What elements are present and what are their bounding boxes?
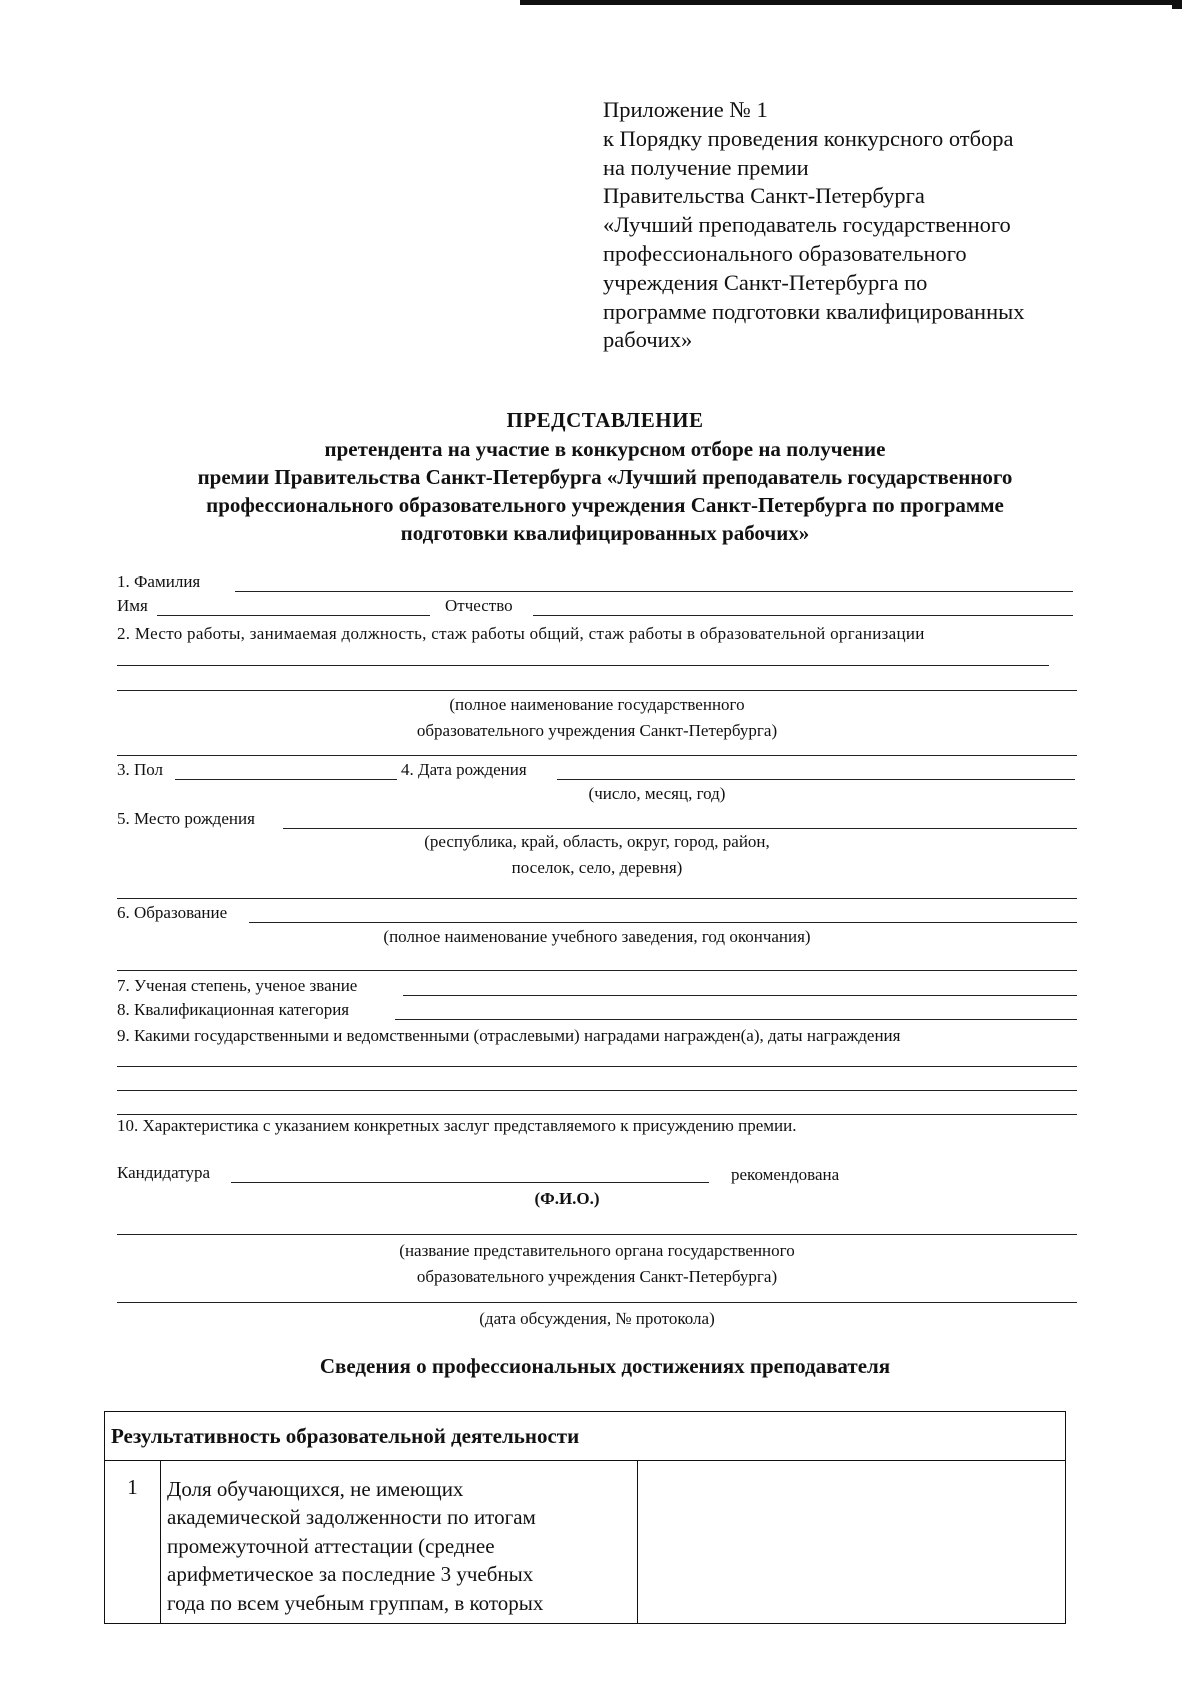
candidacy-row [117,1163,1077,1185]
name-row [117,596,1077,618]
achievements-section-title: Сведения о профессиональных достижениях преподавателя [319,1354,891,1378]
workplace-field-line[interactable] [117,665,1049,666]
education-field[interactable] [249,922,1077,923]
title-line: профессионального образовательного учреждения Санкт-Петербурга по программе [206,493,1004,517]
appendix-line: рабочих» [603,327,693,353]
hint-line: (полное наименование государственного [449,695,745,714]
fio-hint: (Ф.И.О.) [534,1189,600,1208]
appendix-line: к Порядку проведения конкурсного отбора [603,125,1014,151]
appendix-line: «Лучший преподаватель государственного [603,212,1011,238]
birth-place-row [117,809,1077,831]
appendix-line: программе подготовки квалифицированных [603,298,1025,324]
name-label: Имя [117,596,148,615]
description-line: Доля обучающихся, не имеющих [167,1477,464,1501]
achievements-table [104,1411,1066,1624]
table-header-cell: Результативность образовательной деятельности [105,1412,1066,1461]
representative-body-hint [117,1238,1077,1290]
sex-birthdate-row [117,760,1077,782]
description-line: арифметическое за последние 3 учебных [167,1562,534,1587]
hint-line: образовательного учреждения Санкт-Петербурга) [416,721,778,740]
characteristic-label: 10. Характеристика с указанием конкретных заслуг представляемого к присуждению премии. [117,1116,797,1135]
patronymic-field[interactable] [533,615,1073,616]
awards-field-line[interactable] [117,1114,1077,1115]
education-hint: (полное наименование учебного заведения, год окончания) [383,927,811,946]
birth-date-label: 4. Дата рождения [401,760,527,779]
appendix-header [603,96,1123,355]
birth-place-label: 5. Место рождения [117,809,255,828]
qualification-label: 8. Квалификационная категория [117,1000,350,1019]
birth-date-field[interactable] [557,779,1075,780]
birth-place-hint [117,829,1077,881]
qualification-field[interactable] [395,1019,1077,1020]
description-line: академической задолженности по итогам [167,1505,536,1530]
awards-row [117,1026,1077,1048]
candidacy-label: Кандидатура [117,1163,211,1182]
surname-row [117,572,1077,594]
surname-field[interactable] [235,591,1073,592]
hint-line: (название представительного органа государственного [399,1241,795,1260]
education-field-line[interactable] [117,970,1077,971]
table-header-row [105,1412,1066,1461]
degree-row [117,976,1077,998]
row-value-cell[interactable] [638,1461,1066,1624]
discussion-date-field[interactable] [117,1302,1077,1303]
description-line: промежуточной аттестации (среднее [167,1533,495,1558]
recommended-label: рекомендована [731,1165,840,1184]
workplace-hint [117,692,1077,744]
workplace-row [117,624,1077,646]
appendix-line: Приложение № 1 [603,97,768,122]
hint-line: поселок, село, деревня) [511,858,683,877]
title-line: премии Правительства Санкт-Петербурга «Лучший преподаватель государственного [197,465,1013,489]
name-field[interactable] [157,615,430,616]
appendix-line: на получение премии [603,154,809,180]
birth-place-field-line[interactable] [117,898,1077,899]
hint-line: образовательного учреждения Санкт-Петербурга) [416,1267,778,1286]
workplace-field-line[interactable] [117,755,1077,756]
characteristic-row [117,1116,1077,1138]
appendix-line: Правительства Санкт-Петербурга [603,183,925,209]
table-row [105,1461,1066,1624]
sex-label: 3. Пол [117,760,164,779]
scan-edge-mark-corner [1172,0,1182,9]
sex-field[interactable] [175,779,397,780]
degree-field[interactable] [403,995,1077,996]
row-description [161,1461,638,1624]
candidacy-field[interactable] [231,1182,709,1183]
appendix-line: учреждения Санкт-Петербурга по [603,269,928,295]
title-line: претендента на участие в конкурсном отборе на получение [324,437,886,461]
hint-line: (республика, край, область, округ, город, район, [424,832,770,851]
workplace-field-line[interactable] [117,690,1077,691]
qualification-row [117,1000,1077,1022]
workplace-label: 2. Место работы, занимаемая должность, стаж работы общий, стаж работы в образовательной организации [117,624,925,643]
title-heading: ПРЕДСТАВЛЕНИЕ [506,408,704,432]
patronymic-label: Отчество [445,596,513,615]
discussion-date-hint: (дата обсуждения, № протокола) [479,1309,715,1328]
awards-field-line[interactable] [117,1066,1077,1067]
document-title [110,406,1100,547]
surname-label: 1. Фамилия [117,572,201,591]
education-row [117,903,1077,925]
education-label: 6. Образование [117,903,228,922]
awards-field-line[interactable] [117,1090,1077,1091]
awards-label: 9. Какими государственными и ведомственными (отраслевыми) наградами награжден(а), даты награждения [117,1026,901,1045]
scan-edge-mark [520,0,1180,5]
birth-date-hint: (число, месяц, год) [588,784,726,803]
row-number: 1 [105,1461,161,1624]
degree-label: 7. Ученая степень, ученое звание [117,976,358,995]
description-line: года по всем учебным группам, в которых [167,1590,544,1615]
appendix-line: профессионального образовательного [603,240,967,266]
representative-body-field[interactable] [117,1234,1077,1235]
title-line: подготовки квалифицированных рабочих» [400,521,810,545]
